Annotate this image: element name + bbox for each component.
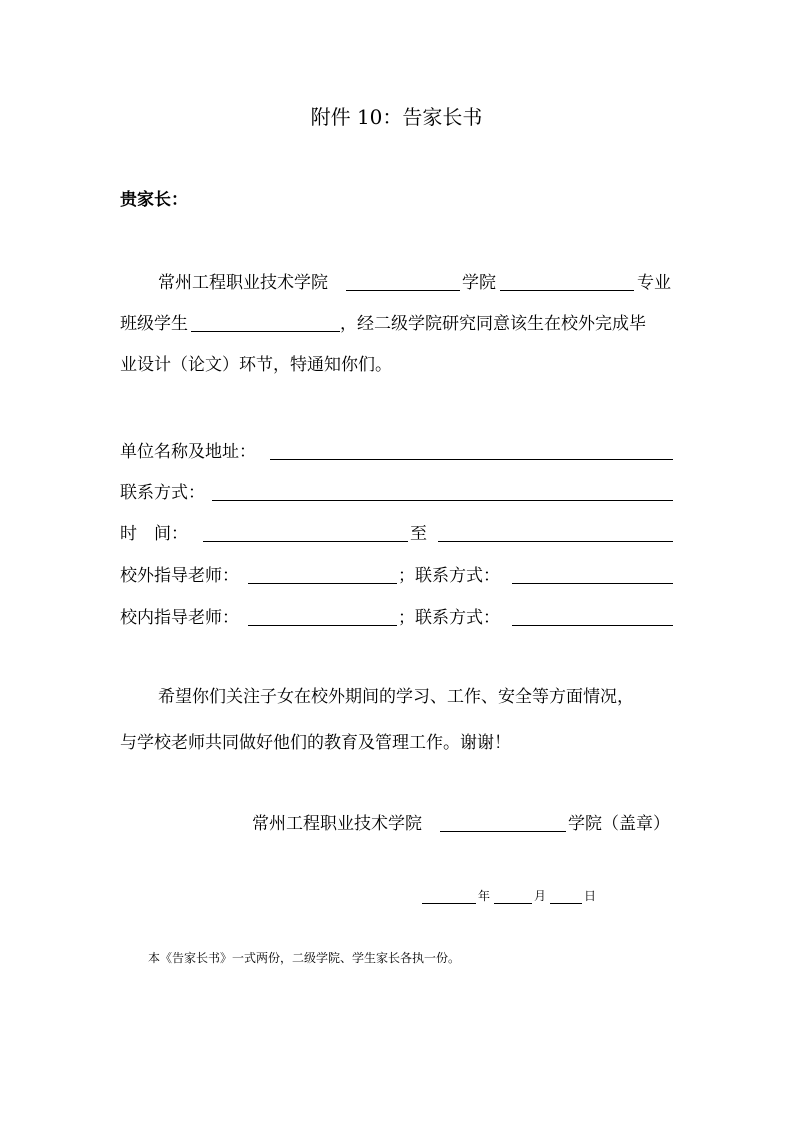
year-blank — [422, 903, 476, 904]
month-blank — [494, 903, 532, 904]
para1-line2-suffix: ，经二级学院研究同意该生在校外完成毕 — [340, 314, 646, 334]
contact-blank — [212, 500, 673, 501]
inside-contact-blank — [512, 625, 673, 626]
inside-contact-label: ；联系方式： — [398, 608, 500, 628]
footnote: 本《告家长书》一式两份，二级学院、学生家长各执一份。 — [148, 951, 461, 965]
class-student-blank — [191, 331, 340, 332]
outside-contact-blank — [512, 583, 673, 584]
college-blank — [346, 290, 460, 291]
day-blank — [550, 903, 582, 904]
para1-line1-prefix: 常州工程职业技术学院 — [158, 273, 328, 293]
para2-line1: 希望你们关注子女在校外期间的学习、工作、安全等方面情况， — [158, 687, 634, 707]
para1-line2-prefix: 班级学生 — [120, 314, 188, 334]
document-title: 附件 10：告家长书 — [310, 105, 483, 129]
time-label: 时 间： — [120, 524, 188, 544]
time-end-blank — [438, 541, 673, 542]
signature-college-blank — [440, 831, 566, 832]
date-year: 年 — [478, 889, 491, 903]
time-to: 至 — [410, 524, 427, 544]
unit-label: 单位名称及地址： — [120, 442, 256, 462]
para1-line1-mid: 学院 — [462, 273, 496, 293]
time-start-blank — [203, 541, 408, 542]
inside-teacher-label: 校内指导老师： — [120, 608, 239, 628]
para1-line1-suffix: 专业 — [637, 273, 671, 293]
signature-prefix: 常州工程职业技术学院 — [252, 814, 422, 834]
outside-contact-label: ；联系方式： — [398, 566, 500, 586]
signature-suffix: 学院（盖章） — [568, 814, 670, 834]
para2-line2: 与学校老师共同做好他们的教育及管理工作。谢谢！ — [120, 733, 511, 753]
date-month: 月 — [534, 889, 547, 903]
date-day: 日 — [584, 889, 597, 903]
contact-label: 联系方式： — [120, 483, 205, 503]
inside-teacher-blank — [248, 625, 397, 626]
greeting: 贵家长： — [120, 190, 188, 210]
unit-blank — [270, 459, 673, 460]
para1-line3: 业设计（论文）环节，特通知你们。 — [120, 355, 392, 375]
major-blank — [500, 290, 634, 291]
outside-teacher-label: 校外指导老师： — [120, 566, 239, 586]
outside-teacher-blank — [248, 583, 397, 584]
